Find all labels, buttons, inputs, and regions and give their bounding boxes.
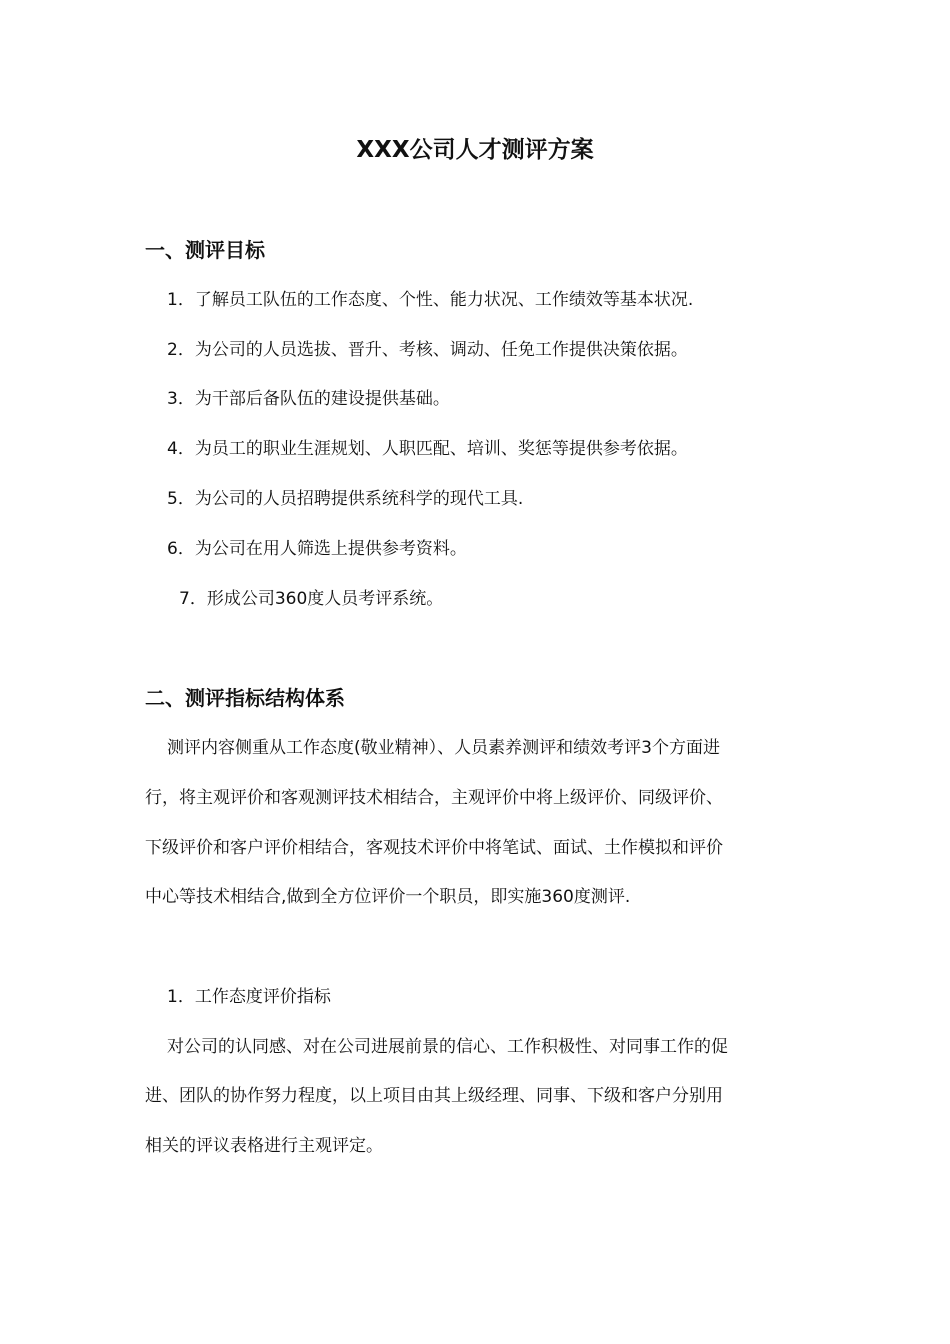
section-heading-indicators: 二、测评指标结构体系 [145, 686, 345, 710]
indicators-paragraph-line-2: 行，将主观评价和客观测评技术相结合，主观评价中将上级评价、同级评价、 [145, 788, 723, 808]
goal-item-5: 5．为公司的人员招聘提供系统科学的现代工具. [167, 489, 524, 509]
section-heading-goals: 一、测评目标 [145, 238, 265, 262]
goal-item-2: 2．为公司的人员选拔、晋升、考核、调动、任免工作提供决策依据。 [167, 340, 688, 360]
indicators-paragraph-line-1: 测评内容侧重从工作态度(敬业精神）、人员素养测评和绩效考评3个方面进 [167, 738, 720, 758]
goal-item-4: 4．为员工的职业生涯规划、人职匹配、培训、奖惩等提供参考依据。 [167, 439, 688, 459]
goal-item-3: 3．为干部后备队伍的建设提供基础。 [167, 389, 450, 409]
attitude-paragraph-line-2: 进、团队的协作努力程度，以上项目由其上级经理、同事、下级和客户分别用 [145, 1086, 723, 1106]
attitude-paragraph-line-3: 相关的评议表格进行主观评定。 [145, 1136, 383, 1156]
attitude-paragraph-line-1: 对公司的认同感、对在公司进展前景的信心、工作积极性、对同事工作的促 [167, 1037, 728, 1057]
goal-item-7: 7．形成公司360度人员考评系统。 [179, 589, 444, 609]
indicators-paragraph-line-4: 中心等技术相结合,做到全方位评价一个职员，即实施360度测评. [145, 887, 631, 907]
document-title: XXX公司人才测评方案 [356, 137, 594, 163]
subsection-heading-work-attitude: 1．工作态度评价指标 [167, 987, 331, 1007]
indicators-paragraph-line-3: 下级评价和客户评价相结合，客观技术评价中将笔试、面试、土作模拟和评价 [145, 838, 723, 858]
goal-item-6: 6．为公司在用人筛选上提供参考资料。 [167, 539, 467, 559]
goal-item-1: 1．了解员工队伍的工作态度、个性、能力状况、工作绩效等基本状况. [167, 290, 694, 310]
